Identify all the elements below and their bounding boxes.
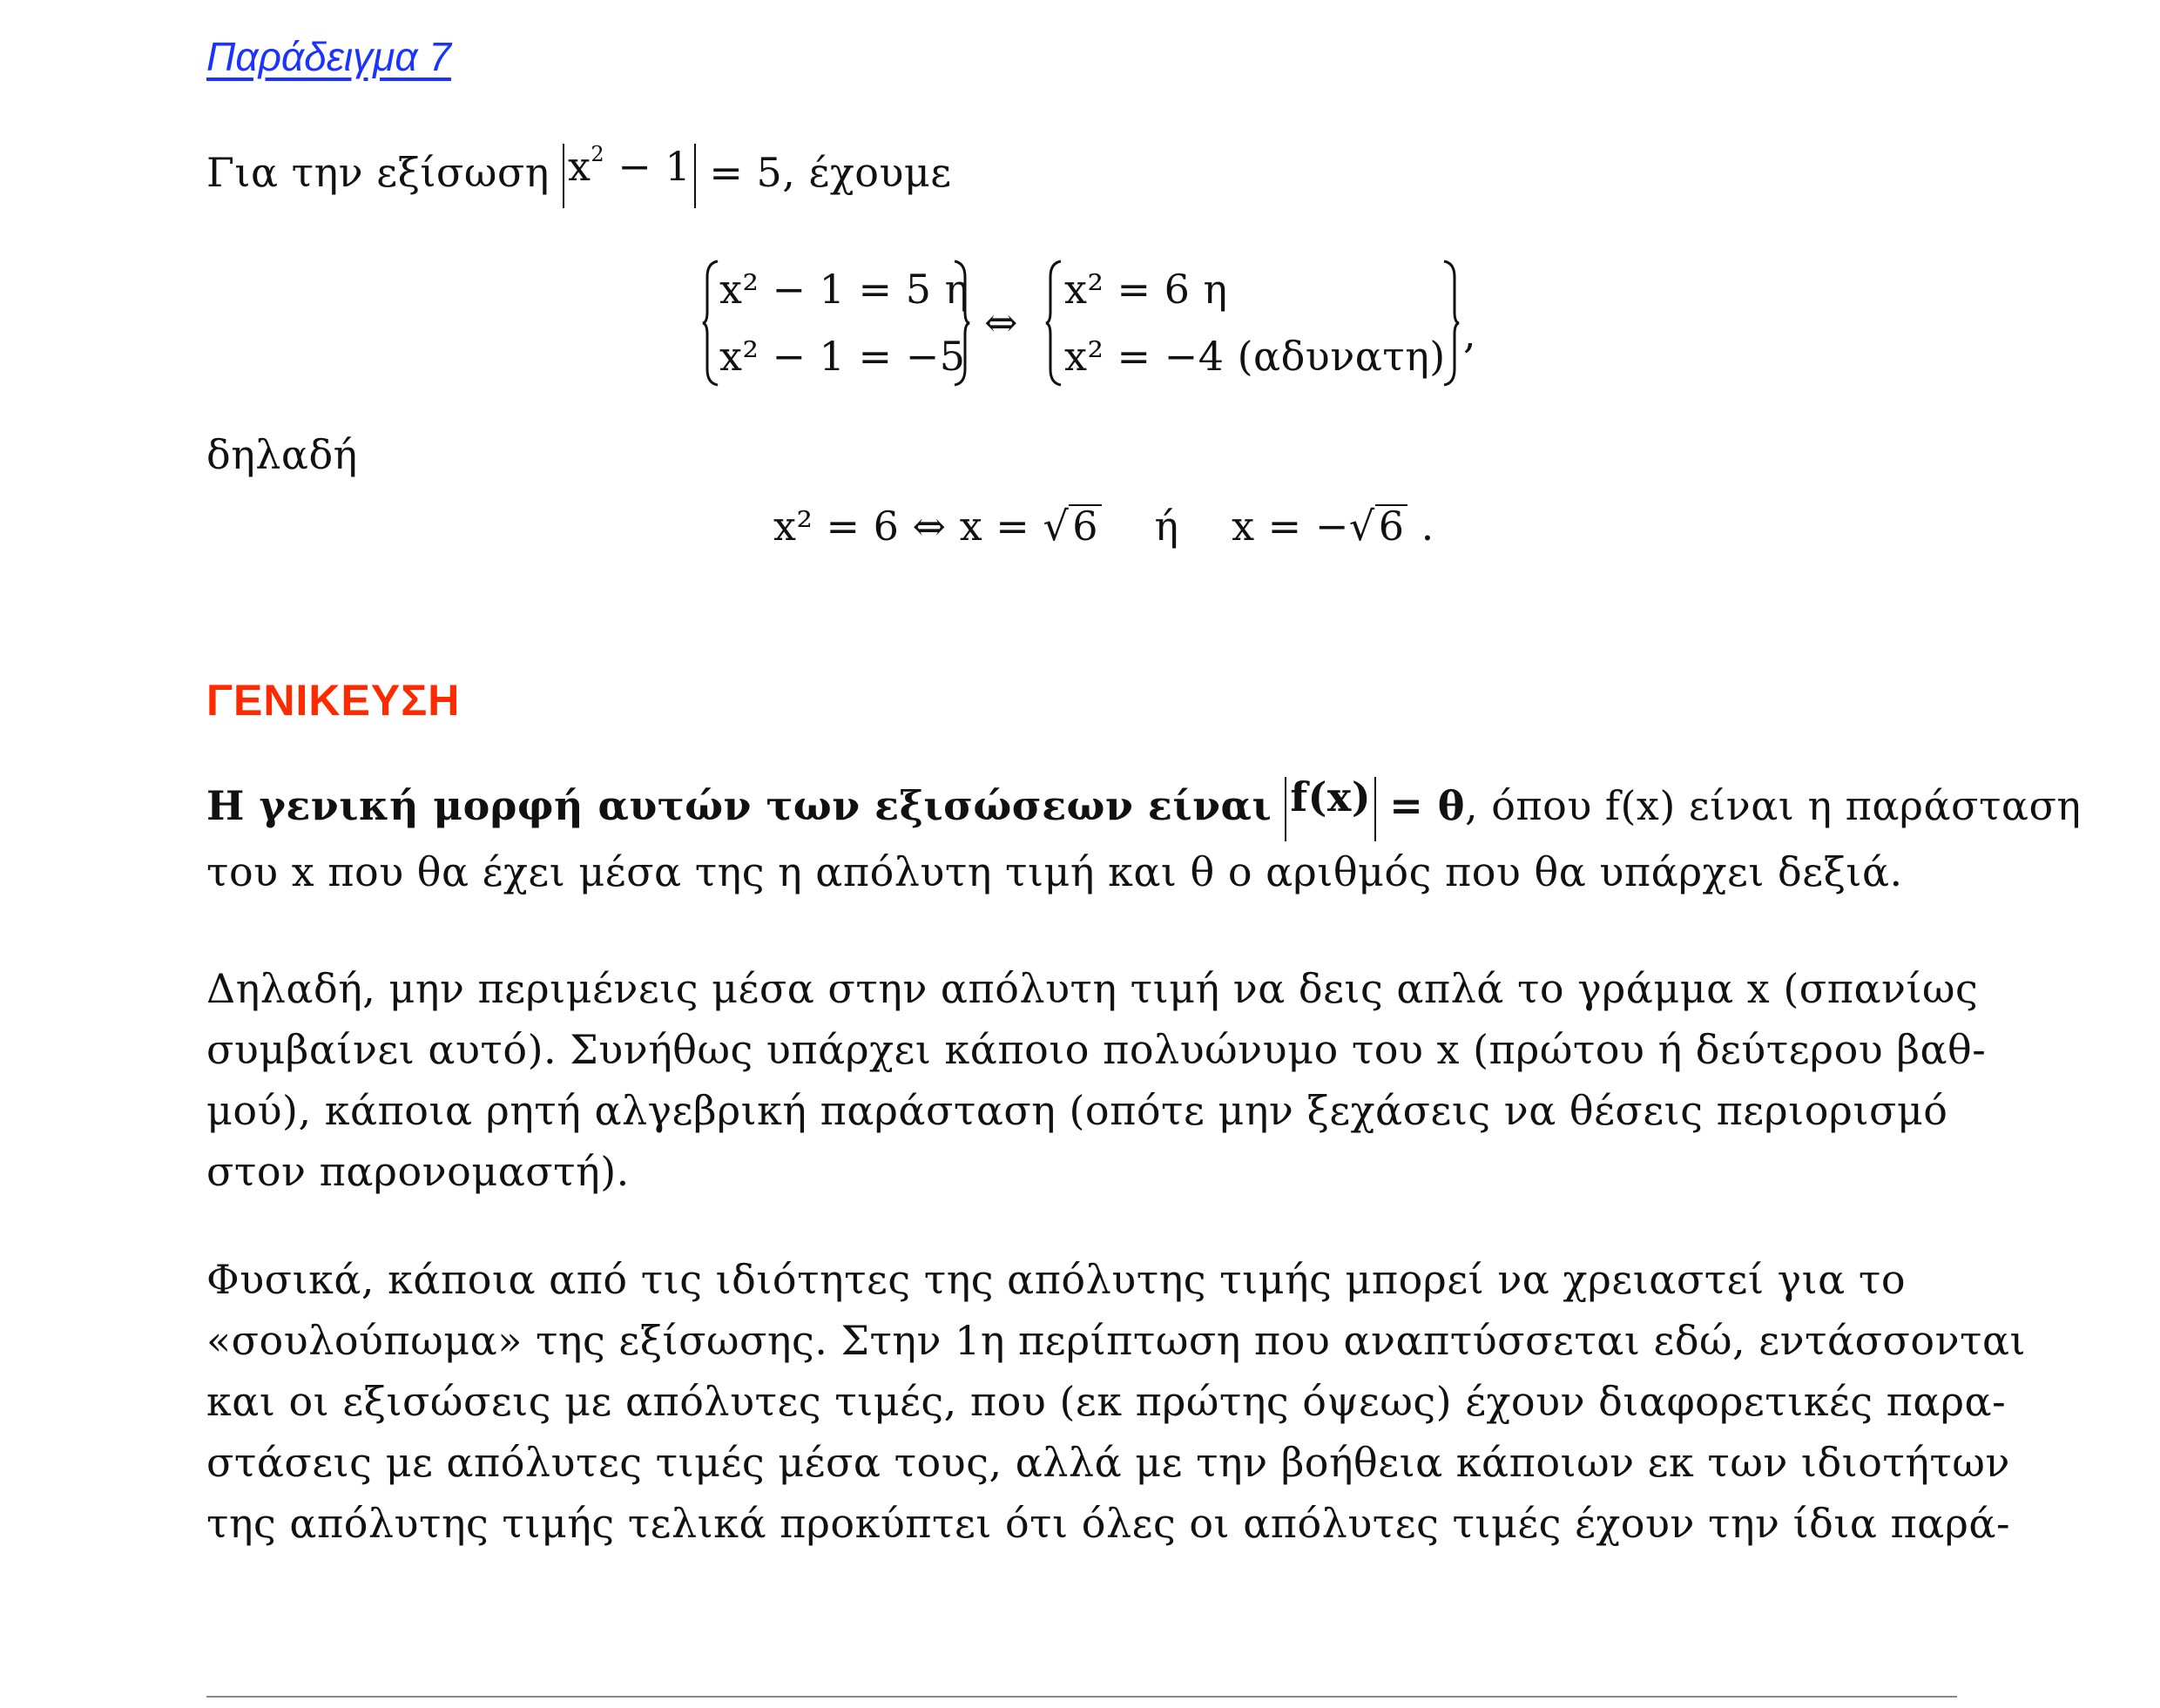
solution-lhs: x² = 6 ⇔ x =: [773, 503, 1043, 550]
deladi-line: μού), κάποια ρητή αλγεβρική παράσταση (οπότε μην ξεχάσεις να θέσεις περιορισμό: [206, 1087, 1948, 1134]
intro-rhs: = 5: [709, 149, 783, 196]
intro-trail: , έχουμε: [782, 149, 952, 196]
deladi-line: Δηλαδή, μην περιμένεις μέσα στην απόλυτη τιμή να δεις απλά το γράμμα x (σπανίως: [206, 965, 1979, 1012]
example-link[interactable]: Παράδειγμα 7: [206, 34, 451, 79]
system-trailing-comma: ,: [1463, 310, 1477, 357]
left-brace-close: [951, 260, 970, 387]
right-brace-open: [1045, 260, 1064, 387]
variable-x: x: [567, 143, 591, 190]
general-form-paragraph: [206, 773, 2082, 902]
section-heading: ΓΕΝΙΚΕΥΣΗ: [206, 676, 461, 725]
general-form-line-2: του x που θα έχει μέσα της η απόλυτη τιμή και θ ο αριθμός που θα υπάρχει δεξιά.: [206, 848, 1903, 895]
or-word: ή: [1154, 503, 1179, 550]
fysika-paragraph: [206, 1249, 2027, 1554]
solution-neg: x = −: [1232, 503, 1349, 550]
deladi-line: συμβαίνει αυτό). Συνήθως υπάρχει κάποιο πολυώνυμο του x (πρώτου ή δεύτερου βαθ-: [206, 1026, 1987, 1073]
general-form-tail: , όπου f(x) είναι η παράσταση: [1464, 782, 2082, 829]
sqrt-sign-1: √: [1043, 503, 1070, 550]
deladi-label: δηλαδή: [206, 431, 358, 478]
page-divider: [206, 1696, 1957, 1698]
general-form-abs-expr: f(x): [1285, 777, 1376, 841]
fysika-line: Φυσικά, κάποια από τις ιδιότητες της απόλυτης τιμής μπορεί να χρειαστεί για το: [206, 1256, 1907, 1303]
right-brace-close: [1441, 260, 1460, 387]
system-left-row2: x² − 1 = −5: [719, 333, 966, 380]
solution-period: .: [1421, 503, 1434, 550]
general-form-rhs: = θ: [1389, 782, 1465, 829]
fysika-line: της απόλυτης τιμής τελικά προκύπτει ότι όλες οι απόλυτες τιμές έχουν την ίδια παρά-: [206, 1500, 2011, 1547]
absolute-value-expression: $x^2 - 1$: [563, 144, 696, 208]
fysika-line: στάσεις με απόλυτες τιμές μέσα τους, αλλά με την βοήθεια κάποιων εκ των ιδιοτήτων: [206, 1439, 2010, 1486]
left-brace-open: [702, 260, 721, 387]
intro-line: [206, 144, 952, 208]
system-right-row2: x² = −4 (αδυνατη): [1064, 333, 1446, 380]
sqrt-sign-2: √: [1348, 503, 1375, 550]
deladi-paragraph: [206, 958, 1987, 1202]
sqrt-radicand-2: 6: [1375, 504, 1408, 546]
deladi-line: στον παρονομαστή).: [206, 1148, 630, 1195]
sqrt-radicand-1: 6: [1069, 504, 1102, 546]
minus-one: − 1: [618, 143, 692, 190]
system-left-row1: x² − 1 = 5 η: [719, 266, 969, 313]
general-form-bold-lead: Η γενική μορφή αυτών των εξισώσεων είναι: [206, 782, 1272, 829]
equivalence-symbol: ⇔: [984, 299, 1019, 346]
general-form-line-1: [206, 773, 2082, 841]
fysika-line: «σουλούπωμα» της εξίσωσης. Στην 1η περίπτωση που αναπτύσσεται εδώ, εντάσσονται: [206, 1317, 2027, 1364]
solution-line: [773, 503, 1434, 550]
system-right-row1: x² = 6 η: [1064, 266, 1228, 313]
fysika-line: και οι εξισώσεις με απόλυτες τιμές, που (εκ πρώτης όψεως) έχουν διαφορετικές παρα-: [206, 1378, 2007, 1425]
intro-lead: Για την εξίσωση: [206, 149, 550, 196]
